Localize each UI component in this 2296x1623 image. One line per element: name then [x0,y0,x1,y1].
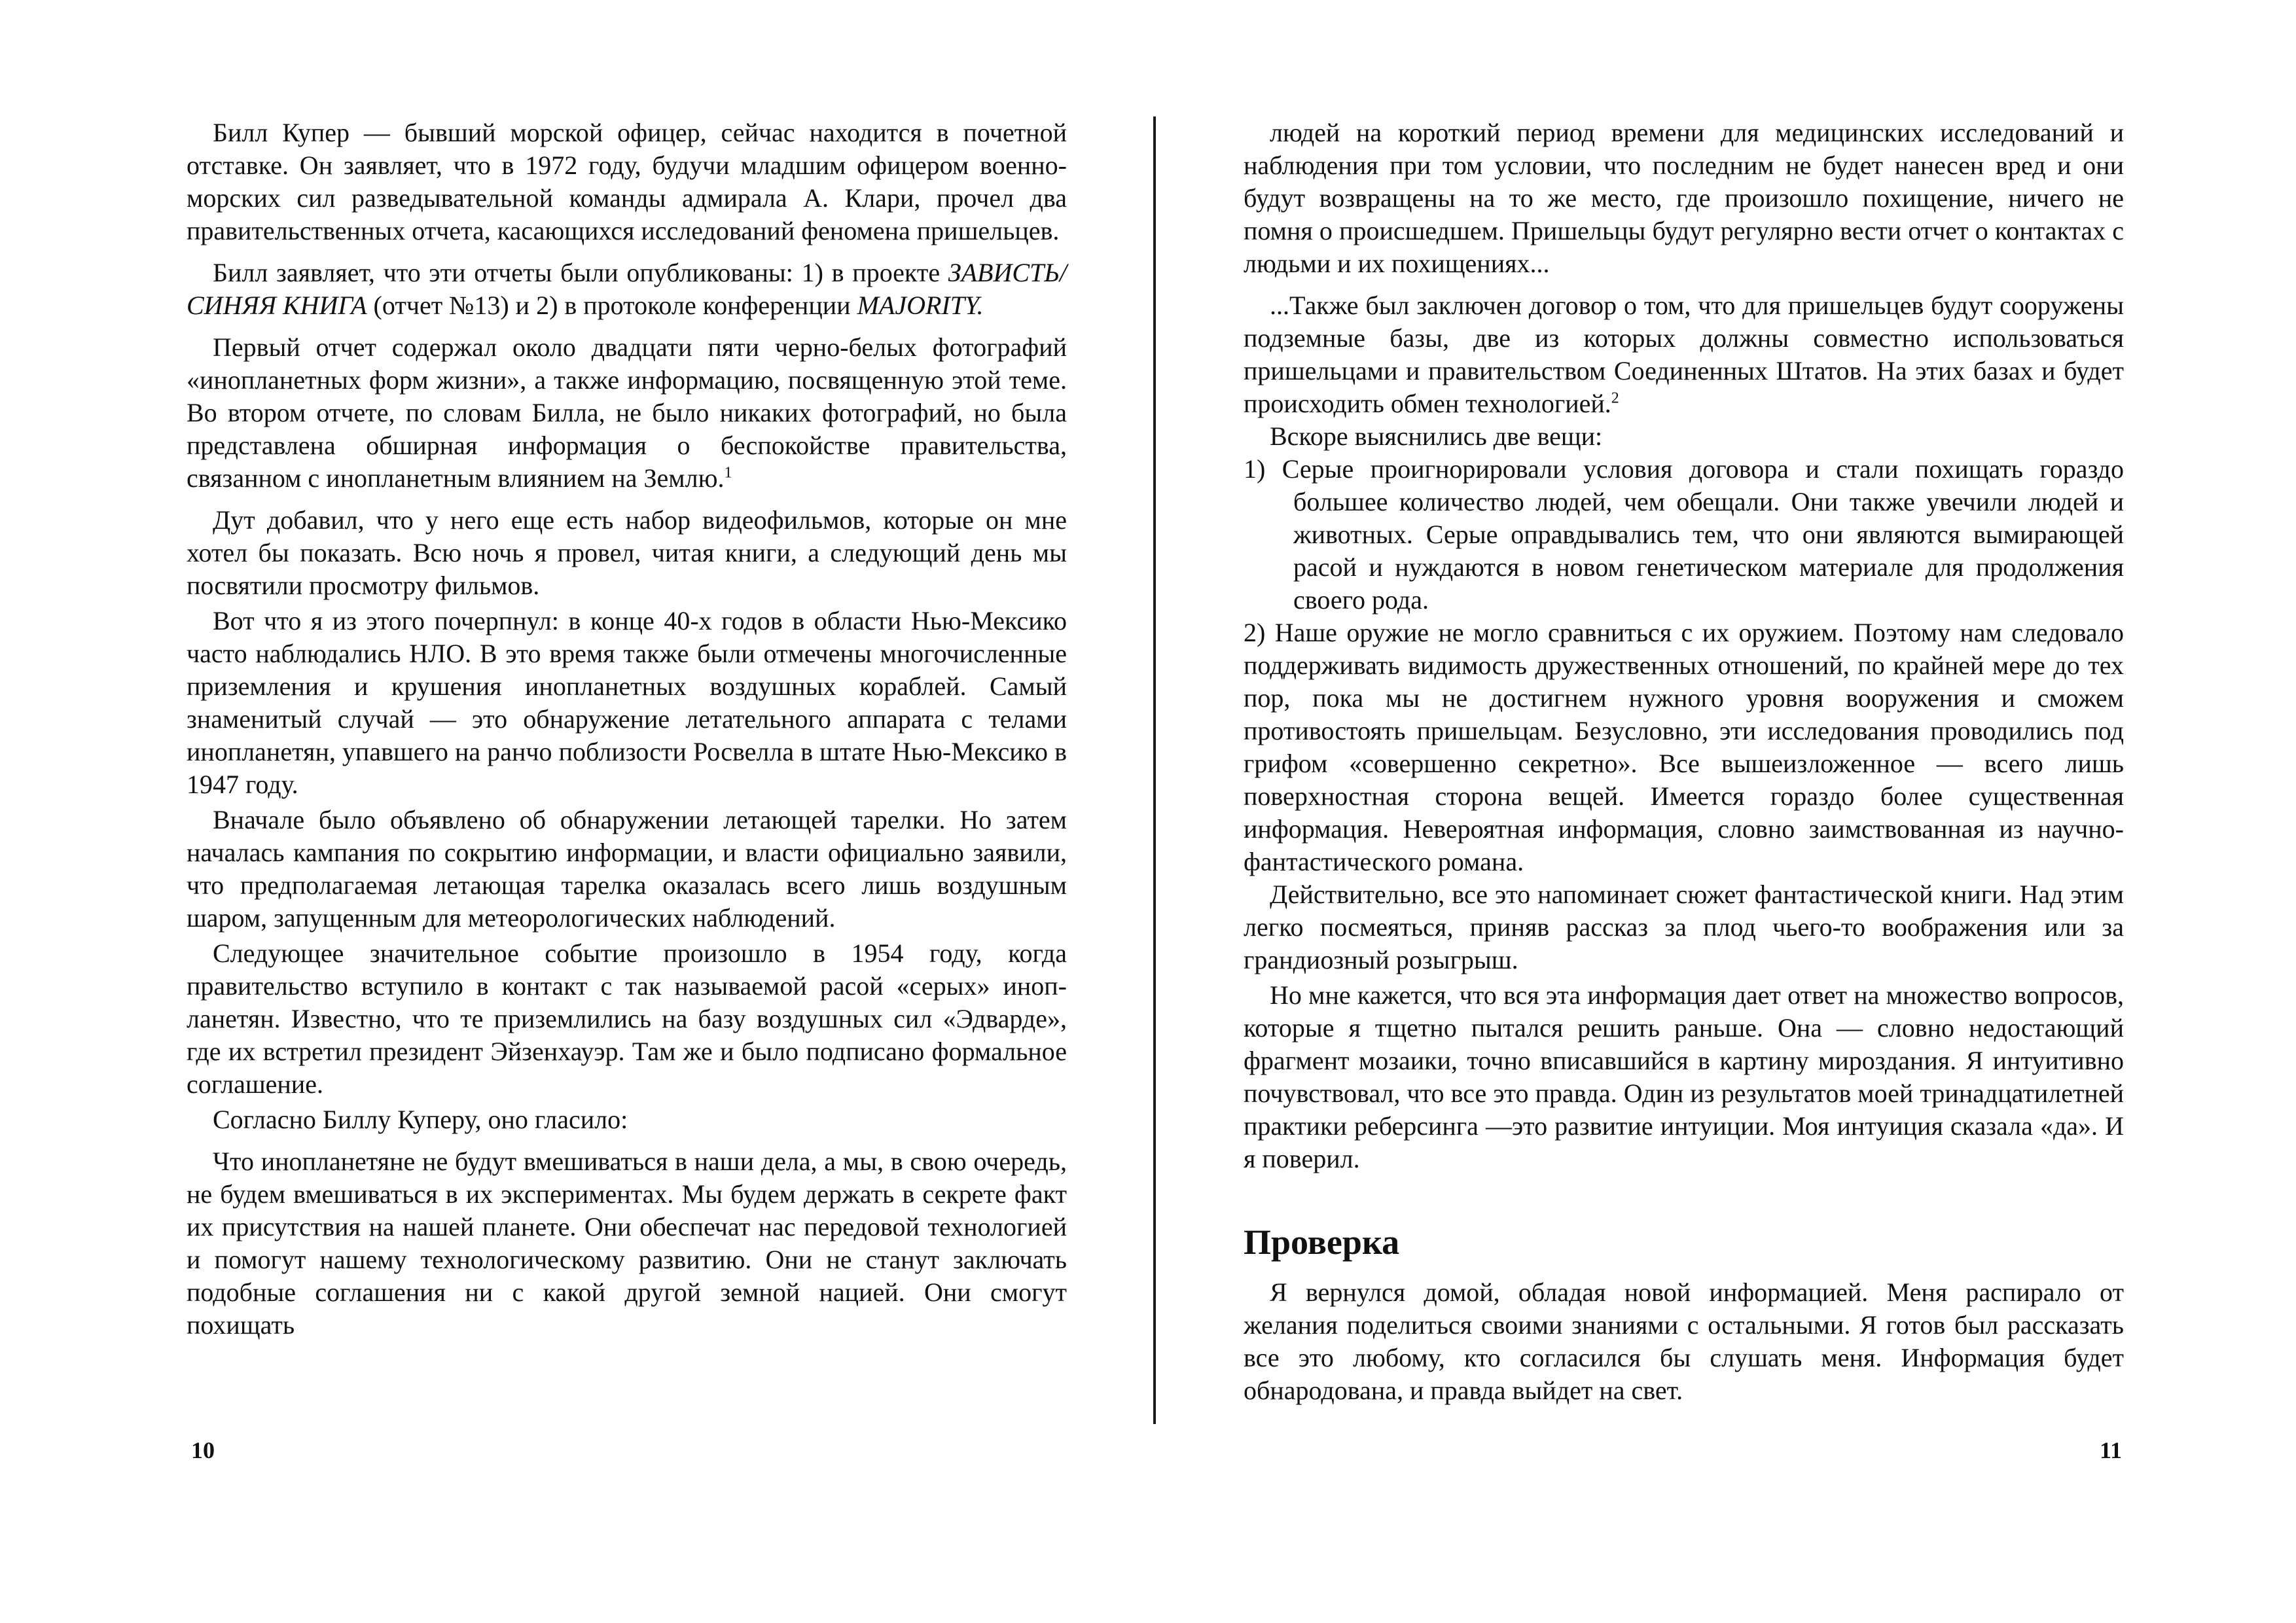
section-heading: Проверка [1244,1222,1400,1262]
paragraph-kuper: Билл Купер — бывший морской офицер, сейчас находится в почетной отставке. Он заявляет, что в 1972 году, будучи младшим офицером военно-морских сил разведывательной команды адмирала А. Клари, прочел два правительственных отчета, касающихся исследований феномена пришельцев. [187,118,1067,245]
left-page [187,116,1067,1342]
list-item-1: 1) Серые проигнорировали условия договора и стали похищать гораздо большее количество людей, чем обещали. Они также увечили людей и животных. Серые оправдывались тем, что они являются вымирающей расой и нуждаются в новом генетическом материале для продолжения своего рода. [1244,454,2124,615]
quote-agreement: Что инопланетяне не будут вмешиваться в наши дела, а мы, в свою очередь, не будем вмешиваться в их экспериментах. Мы будем держать в секрете факт их присутствия на нашей планете. Они обеспечат нас передовой технологией и помогут нашему технологическому развитию. Они не станут заключать подобные соглашения ни с какой другой земной нацией. Они смогут похищать [187,1147,1067,1340]
paragraph-agreement-intro: Согласно Биллу Куперу, оно гласило: [213,1105,628,1134]
first-report-text: Первый отчет содержал около двадцати пяти черно-белых фотографий «инопланетных форм жизни», а также информацию, посвященную этой теме. Во втором отчете, по словам Билла, не было никаких фотографий, но была представлена обширная информация о беспокойстве правительства, связанном с инопланетным влиянием на Землю. [187,332,1067,493]
paragraph-fantastic: Действительно, все это напоминает сюжет фантастической книги. Над этим легко посмеяться, приняв рассказ за плод чьего-то воображения или за грандиозный розыгрыш. [1244,880,2124,974]
bases-text: ...Также был заключен договор о том, что для пришельцев будут сооружены подземные базы, две из которых должны совместно использоваться пришельцами и правительством Соединенных Штатов. На этих базах и будет происходить обмен технологией. [1244,291,2124,418]
paragraph-reports [187,257,1067,322]
footnote-ref-2: 2 [1611,389,1619,407]
book-spine-divider [1153,116,1156,1424]
quote-agreement-continued: людей на короткий период времени для медицинских исследований и наблюдения при том условии, что последним не будет нанесен вред и они будут возвращены на то же место, где произошло похищение, ничего не помня о происшедшем. Пришельцы будут регулярно вести отчет о контактах с людьми и их похищениях... [1244,118,2124,278]
quote-bases [1244,289,2124,420]
paragraph-two-things: Вскоре выяснились две вещи: [1270,421,1603,451]
reports-text-1: Билл заявляет, что эти отчеты были опубликованы: 1) в проекте [213,258,941,287]
paragraph-first-report [187,331,1067,495]
reports-project-name: ЗАВИСТЬ/СИНЯЯ КНИГА [187,258,1067,320]
page-number-right: 11 [2100,1437,2123,1463]
right-page [1244,116,2124,1407]
reports-majority: MAJORITY. [857,291,984,320]
paragraph-videos: Дут добавил, что у него еще есть набор видеофильмов, которые он мне хотел бы показать. Всю ночь я провел, читая книги, а следующий день мы посвятили просмотру фильмов. [187,505,1067,600]
page-number-left: 10 [191,1437,215,1463]
list-item-2: 2) Наше оружие не могло сравниться с их оружием. Поэтому нам следовало поддерживать видимость дружественных отношений, по крайней мере до тех пор, пока мы не достигнем нужного уровня вооружения и сможем противостоять пришельцам. Безусловно, эти исследования проводились под грифом «совершенно секретно». Все вышеизложенное — всего лишь поверхностная сторона вещей. Имеется гораздо более существенная информация. Невероятная информация, словно заимствованная из научно-фантастического романа. [1244,618,2124,876]
footnote-ref-1: 1 [724,464,732,482]
paragraph-coverup: Вначале было объявлено об обнаружении летающей тарелки. Но затем началась кампания по сокрытию информации, и власти официально заявили, что предполагаемая летающая тарелка оказалась всего лишь воздушным шаром, запущенным для метеорологических наблюдений. [187,805,1067,933]
reports-text-2: (отчет №13) и 2) в протоколе конференции [373,291,851,320]
paragraph-mosaic: Но мне кажется, что вся эта информация дает ответ на множество вопросов, которые я тщетно пытался решить раньше. Она — словно недостающий фрагмент мозаики, точно вписавшийся в картину мироздания. Я интуитивно почувствовал, что все это правда. Один из результатов моей тринадцатилетней практики реберсинга —это развитие интуиции. Моя интуиция сказала «да». И я поверил. [1244,980,2124,1173]
paragraph-return-home: Я вернулся домой, обладая новой информацией. Меня распирало от желания поделиться своими знаниями с остальными. Я готов был рассказать все это любому, кто согласился бы слушать меня. Информация будет обнародована, и правда выйдет на свет. [1244,1277,2124,1405]
paragraph-roswell: Вот что я из этого почерпнул: в конце 40-х годов в области Нью-Мексико часто наблюдались НЛО. В это время также были отмечены многочисленные приземления и крушения инопланетных воздушных кораблей. Самый знаменитый случай — это обнаружение летательного аппарата с телами инопланетян, упавшего на ранчо поблизости Росвелла в штате Нью-Мексико в 1947 году. [187,606,1067,799]
paragraph-1954: Следующее значительное событие произошло в 1954 году, когда правительство вступило в контакт с так называемой расой «серых» инопланетян. Известно, что те приземлились на базу воздушных сил «Эдварде», где их встретил президент Эйзенхауэр. Там же и было подписано формальное соглашение. [187,938,1067,1099]
